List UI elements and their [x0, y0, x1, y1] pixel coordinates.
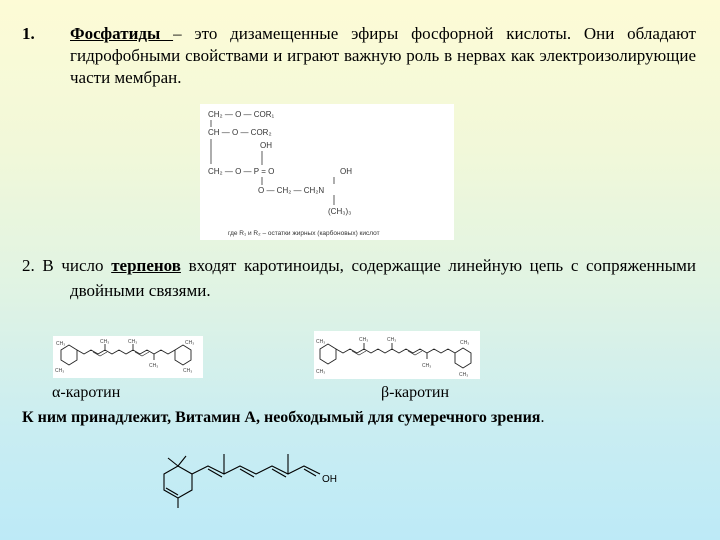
formula-note: где R₁ и R₂ – остатки жирных (карбоновых) кислот	[228, 230, 380, 237]
svg-text:CH₃: CH₃	[316, 369, 326, 375]
beta-carotene-label: β-каротин	[381, 384, 450, 401]
svg-text:CH₃: CH₃	[316, 339, 326, 345]
formula-row-4: O — CH₂ — CH₂N	[258, 186, 325, 195]
formula-row-5: (CH₃)₃	[328, 207, 352, 216]
svg-text:CH₃: CH₃	[460, 340, 470, 346]
phosphatide-structure	[200, 104, 454, 240]
svg-text:CH₃: CH₃	[183, 368, 193, 374]
svg-text:CH₃: CH₃	[56, 341, 66, 347]
retinol-drawing	[150, 448, 350, 514]
alpha-carotene-drawing	[53, 336, 203, 378]
formula-oh-1: OH	[260, 141, 272, 150]
alpha-carotene-structure	[53, 336, 203, 378]
item-number-1: 1.	[22, 24, 35, 43]
terpenes-text: входят каротиноиды, содержащие линейную цепь с сопряженными двойными связями.	[70, 256, 697, 300]
term-terpenes: терпенов	[111, 256, 181, 275]
vitamin-a-text: К ним принадлежит, Витамин А, необходымый для сумеречного зрения	[22, 409, 541, 426]
svg-text:CH₃: CH₃	[422, 363, 432, 369]
formula-row-1: CH₂ — O — COR₁	[208, 110, 275, 119]
svg-text:CH₃: CH₃	[128, 339, 138, 345]
formula-oh-2: OH	[340, 167, 352, 176]
vitamin-a-period: .	[540, 409, 545, 426]
phosphatide-formula	[200, 104, 454, 240]
paragraph-phosphatides	[70, 23, 696, 89]
paragraph-terpenes	[22, 253, 696, 303]
phosphatides-text: – это дизамещенные эфиры фосфорной кислоты. Они обладают гидрофобными свойствами и играют важную роль в нервах как электроизолирующие части мембран.	[70, 24, 696, 87]
svg-text:CH₃: CH₃	[149, 363, 159, 369]
beta-carotene-structure	[314, 331, 480, 379]
paragraph-vitamin-a	[22, 409, 544, 427]
formula-row-3: CH₂ — O — P = O	[208, 167, 275, 176]
formula-row-2: CH — O — COR₂	[208, 128, 272, 137]
retinol-oh: OH	[322, 474, 337, 485]
retinol-structure	[150, 448, 350, 514]
alpha-carotene-label: α-каротин	[52, 384, 121, 401]
terpenes-prefix: 2. В число	[22, 256, 112, 275]
svg-text:CH₃: CH₃	[459, 372, 469, 378]
svg-text:CH₃: CH₃	[387, 337, 397, 343]
svg-text:CH₃: CH₃	[100, 339, 110, 345]
svg-text:CH₃: CH₃	[359, 337, 369, 343]
svg-text:CH₃: CH₃	[185, 340, 195, 346]
beta-carotene-drawing	[314, 331, 480, 379]
term-phosphatides: Фосфатиды	[70, 24, 174, 43]
svg-text:CH₃: CH₃	[55, 368, 65, 374]
